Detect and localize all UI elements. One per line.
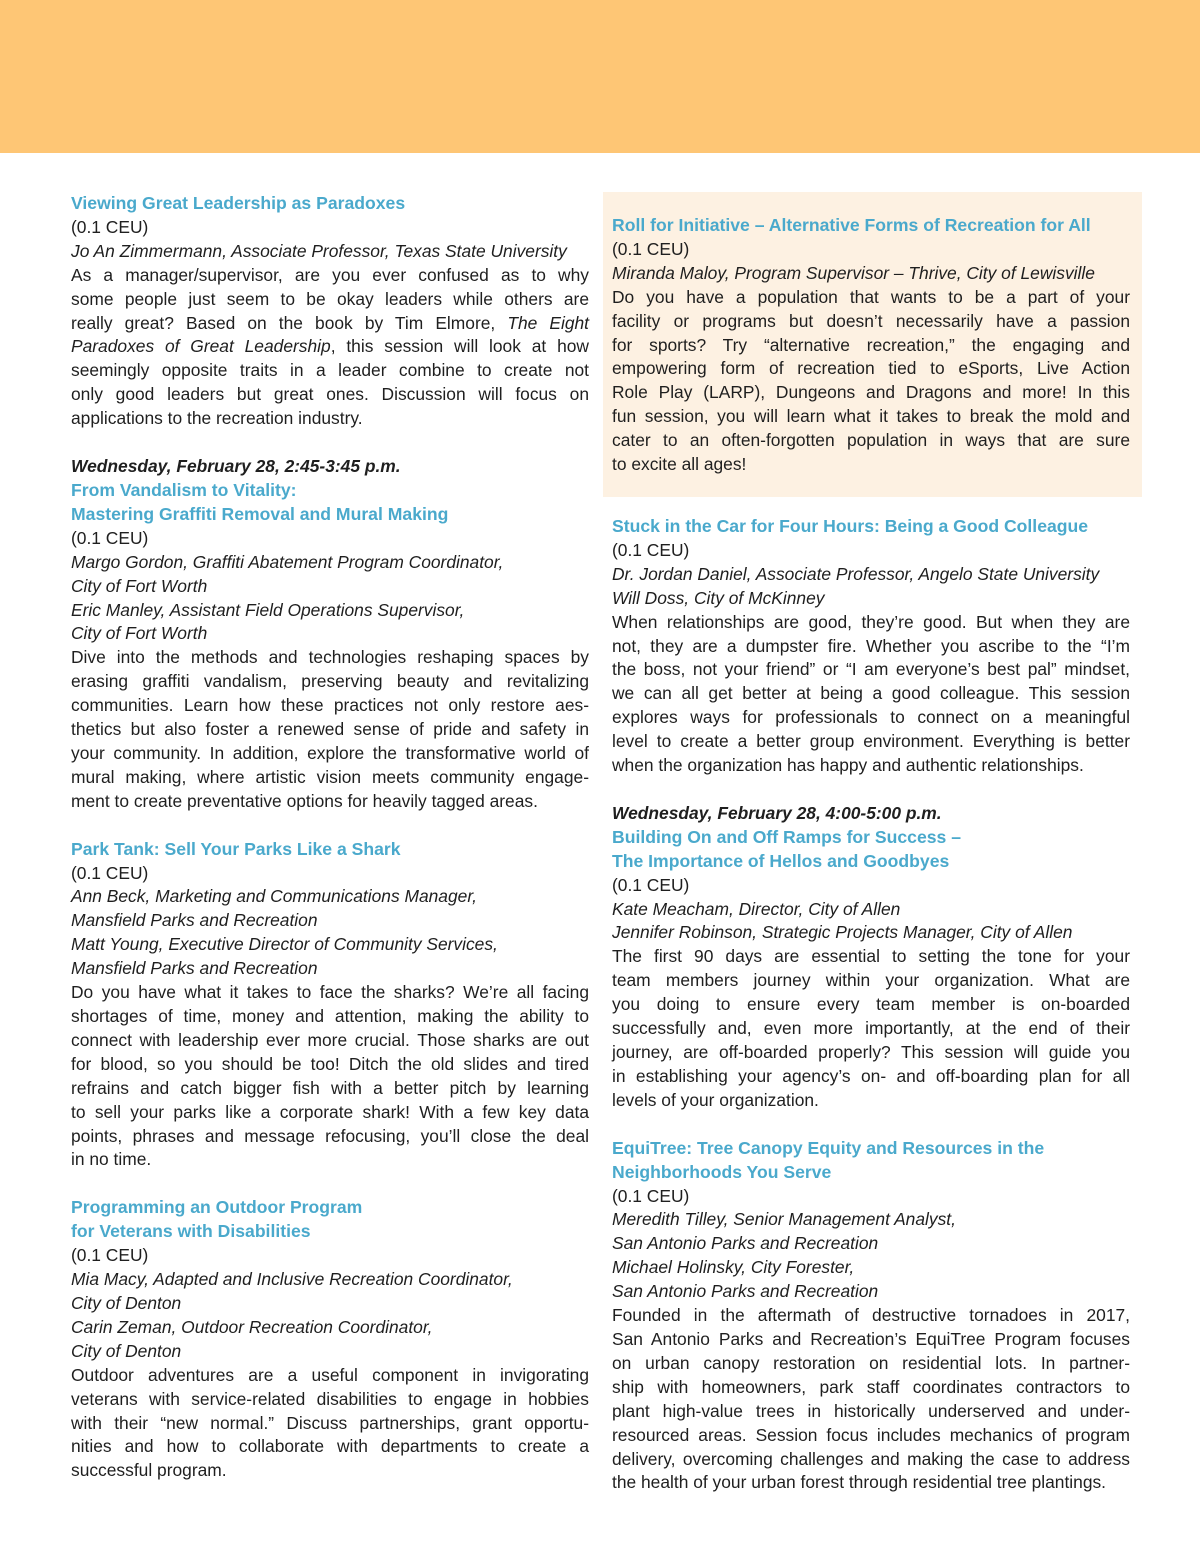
session-title: Programming an Outdoor Program bbox=[71, 1197, 363, 1218]
session-title: Park Tank: Sell Your Parks Like a Shark bbox=[71, 838, 401, 859]
session-speaker: Michael Holinsky, City Forester, bbox=[612, 1257, 855, 1278]
description-line: in no time. bbox=[71, 1149, 152, 1170]
description-line: facility or programs but doesn’t necessarily have a passion bbox=[612, 310, 1130, 331]
description-line: San Antonio Parks and Recreation’s EquiTree Program focuses bbox=[612, 1328, 1130, 1349]
session-speaker: Jennifer Robinson, Strategic Projects Manager, City of Allen bbox=[612, 922, 1073, 943]
description-line: Dive into the methods and technologies reshaping spaces by bbox=[71, 647, 589, 668]
description-line: Outdoor adventures are a useful component in invigorating bbox=[71, 1364, 589, 1385]
description-line: to excite all ages! bbox=[612, 454, 747, 475]
description-line: Paradoxes of Great Leadership, this session will look at how bbox=[71, 336, 589, 357]
book-title: Paradoxes of Great Leadership bbox=[71, 336, 331, 357]
description-line: ment to create preventative options for heavily tagged areas. bbox=[71, 790, 538, 811]
description-line: with their “new normal.” Discuss partnerships, grant opportu- bbox=[71, 1412, 589, 1433]
description-line: for blood, so you should be too! Ditch the old slides and tired bbox=[71, 1053, 589, 1074]
session-speaker-org: San Antonio Parks and Recreation bbox=[612, 1281, 879, 1302]
description-line: fun session, you will learn what it takes to break the mold and bbox=[612, 406, 1130, 427]
session-title: Building On and Off Ramps for Success – bbox=[612, 826, 961, 847]
session-ceu: (0.1 CEU) bbox=[612, 874, 690, 895]
description-line: journey, are off-boarded properly? This session will guide you bbox=[612, 1042, 1130, 1062]
session-speaker: Ann Beck, Marketing and Communications Manager, bbox=[71, 886, 477, 907]
book-title: The Eight bbox=[507, 312, 590, 333]
description-line: team members journey within your organization. What are bbox=[612, 970, 1130, 991]
description-line: applications to the recreation industry. bbox=[71, 408, 363, 429]
description-line: ship with homeowners, park staff coordinates contractors to bbox=[612, 1376, 1130, 1397]
left-column bbox=[71, 192, 589, 1507]
session-speaker: Kate Meacham, Director, City of Allen bbox=[612, 898, 901, 919]
description-line: successfully and, even more importantly, at the end of their bbox=[612, 1018, 1130, 1039]
description-line: shortages of time, money and attention, making the ability to bbox=[71, 1006, 589, 1026]
description-line: The first 90 days are essential to setting the tone for your bbox=[612, 946, 1130, 967]
session-date: Wednesday, February 28, 2:45-3:45 p.m. bbox=[71, 456, 401, 477]
session-ceu: (0.1 CEU) bbox=[71, 527, 149, 548]
description-line: plant high-value trees in historically underserved and under- bbox=[612, 1400, 1130, 1421]
session-date: Wednesday, February 28, 4:00-5:00 p.m. bbox=[612, 802, 942, 823]
description-line: cater to an often-forgotten population in ways that are sure bbox=[612, 430, 1130, 451]
description-line: the health of your urban forest through residential tree plantings. bbox=[612, 1472, 1107, 1493]
description-line: mural making, where artistic vision meets community engage- bbox=[71, 766, 589, 787]
session-speaker: Matt Young, Executive Director of Community Services, bbox=[71, 934, 498, 955]
description-line: on urban canopy restoration on residential lots. In partner- bbox=[612, 1352, 1130, 1373]
session-speaker-org: City of Denton bbox=[71, 1340, 182, 1361]
session-ceu: (0.1 CEU) bbox=[612, 1185, 690, 1206]
description-line: only good leaders but great ones. Discussion will focus on bbox=[71, 384, 589, 405]
description-line: points, phrases and message refocusing, you’ll close the deal bbox=[71, 1125, 589, 1146]
description-line: veterans with service-related disabilities to engage in hobbies bbox=[71, 1388, 589, 1409]
session-speaker-org: Mansfield Parks and Recreation bbox=[71, 958, 318, 979]
session-speaker: Mia Macy, Adapted and Inclusive Recreation Coordinator, bbox=[71, 1269, 513, 1290]
description-line: levels of your organization. bbox=[612, 1089, 819, 1110]
description-line: nities and how to collaborate with departments to create a bbox=[71, 1436, 589, 1457]
session-park-tank bbox=[71, 838, 589, 1173]
description-line: when the organization has happy and authentic relationships. bbox=[612, 755, 1084, 776]
description-line: Role Play (LARP), Dungeons and Dragons and more! In this bbox=[612, 382, 1130, 403]
description-line: Do you have what it takes to face the sharks? We’re all facing bbox=[71, 982, 589, 1003]
session-title: Neighborhoods You Serve bbox=[612, 1161, 832, 1182]
session-title: Mastering Graffiti Removal and Mural Making bbox=[71, 503, 449, 524]
session-speaker-org: City of Fort Worth bbox=[71, 575, 208, 596]
description-line: your community. In addition, explore the transformative world of bbox=[71, 742, 589, 763]
description-line: thetics but also foster a renewed sense of pride and safety in bbox=[71, 719, 589, 740]
description-line: the boss, not your friend” or “I am everyone’s best pal” mindset, bbox=[612, 659, 1130, 680]
header-banner bbox=[0, 0, 1200, 153]
session-title: Roll for Initiative – Alternative Forms of Recreation for All bbox=[612, 215, 1091, 235]
description-line: erasing graffiti vandalism, preserving beauty and revitalizing bbox=[71, 671, 589, 692]
session-ceu: (0.1 CEU) bbox=[71, 862, 149, 883]
right-column bbox=[612, 192, 1130, 1519]
session-speaker: Carin Zeman, Outdoor Recreation Coordinator, bbox=[71, 1316, 433, 1337]
description-line: we can all get better at being a good colleague. This session bbox=[612, 683, 1130, 704]
session-outdoor-veterans bbox=[71, 1196, 589, 1483]
session-speaker: Dr. Jordan Daniel, Associate Professor, Angelo State University bbox=[612, 563, 1100, 584]
session-ceu: (0.1 CEU) bbox=[71, 1245, 149, 1266]
session-speaker: Meredith Tilley, Senior Management Analyst, bbox=[612, 1209, 956, 1230]
session-speaker-org: City of Fort Worth bbox=[71, 623, 208, 644]
description-line: some people just seem to be okay leaders while others are bbox=[71, 288, 589, 309]
description-line: explores ways for professionals to connect on a meaningful bbox=[612, 707, 1130, 728]
description-line: in establishing your agency’s on- and off-boarding plan for all bbox=[612, 1065, 1130, 1086]
session-speaker: Margo Gordon, Graffiti Abatement Program Coordinator, bbox=[71, 551, 504, 572]
description-line: communities. Learn how these practices not only restore aes- bbox=[71, 695, 589, 716]
session-speaker: Miranda Maloy, Program Supervisor – Thrive, City of Lewisville bbox=[612, 262, 1095, 283]
description-line: Founded in the aftermath of destructive tornadoes in 2017, bbox=[612, 1305, 1130, 1326]
session-speaker: Eric Manley, Assistant Field Operations Supervisor, bbox=[71, 599, 465, 620]
description-line: seemingly opposite traits in a leader combine to create not bbox=[71, 360, 589, 381]
session-equitree bbox=[612, 1137, 1130, 1496]
session-speaker: Jo An Zimmermann, Associate Professor, Texas State University bbox=[71, 240, 567, 261]
session-speaker-org: Mansfield Parks and Recreation bbox=[71, 910, 318, 931]
session-title: Viewing Great Leadership as Paradoxes bbox=[71, 193, 406, 213]
session-on-off-ramps bbox=[612, 802, 1130, 1113]
session-viewing-great-leadership bbox=[71, 192, 589, 431]
description-line: you doing to ensure every team member is on-boarded bbox=[612, 994, 1130, 1015]
description-line: empowering form of recreation tied to eSports, Live Action bbox=[612, 358, 1130, 379]
session-stuck-in-the-car bbox=[612, 515, 1130, 778]
session-roll-for-initiative bbox=[603, 192, 1142, 497]
session-vandalism-to-vitality bbox=[71, 455, 589, 814]
description-line: As a manager/supervisor, are you ever confused as to why bbox=[71, 264, 589, 285]
description-line: not, they are a dumpster fire. Whether you ascribe to the “I’m bbox=[612, 635, 1130, 656]
session-title: From Vandalism to Vitality: bbox=[71, 479, 297, 500]
session-title: for Veterans with Disabilities bbox=[71, 1221, 311, 1242]
description-line: for sports? Try “alternative recreation,” the engaging and bbox=[612, 334, 1130, 355]
session-speaker: Will Doss, City of McKinney bbox=[612, 587, 825, 608]
description-line: level to create a better group environment. Everything is better bbox=[612, 731, 1130, 752]
description-line: really great? Based on the book by Tim Elmore, The Eight bbox=[71, 312, 590, 333]
session-title: The Importance of Hellos and Goodbyes bbox=[612, 850, 950, 871]
description-line: connect with leadership ever more crucial. Those sharks are out bbox=[71, 1029, 589, 1050]
description-line: resourced areas. Session focus includes mechanics of program bbox=[612, 1424, 1130, 1445]
session-ceu: (0.1 CEU) bbox=[71, 216, 149, 237]
session-ceu: (0.1 CEU) bbox=[612, 238, 690, 259]
description-line: When relationships are good, they’re good. But when they are bbox=[612, 611, 1130, 632]
session-ceu: (0.1 CEU) bbox=[612, 539, 690, 560]
session-title: EquiTree: Tree Canopy Equity and Resources in the bbox=[612, 1137, 1045, 1158]
description-line: delivery, overcoming challenges and making the case to address bbox=[612, 1448, 1130, 1469]
session-title: Stuck in the Car for Four Hours: Being a Good Colleague bbox=[612, 515, 1089, 536]
session-speaker-org: City of Denton bbox=[71, 1292, 182, 1313]
session-speaker-org: San Antonio Parks and Recreation bbox=[612, 1233, 879, 1254]
description-line: refrains and catch bigger fish with a better pitch by learning bbox=[71, 1077, 589, 1098]
description-line: successful program. bbox=[71, 1460, 227, 1481]
description-line: Do you have a population that wants to be a part of your bbox=[612, 286, 1130, 307]
description-line: to sell your parks like a corporate shark! With a few key data bbox=[71, 1101, 589, 1122]
